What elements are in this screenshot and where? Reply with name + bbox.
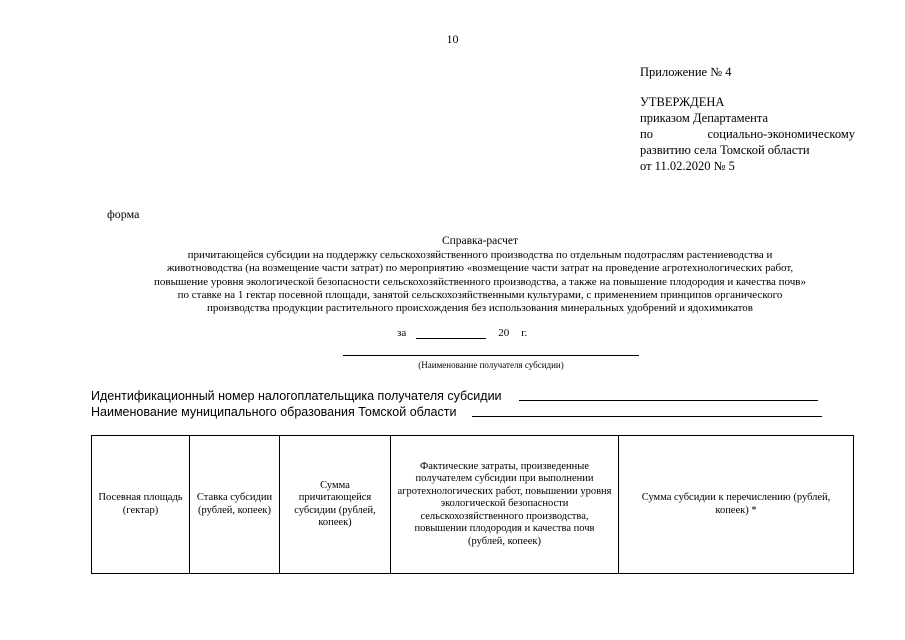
heading-line-2: животноводства (на возмещение части затрат) по мероприятию «возмещение части затрат на проведение агротехнологических работ, xyxy=(166,262,794,275)
page-number: 10 xyxy=(446,32,459,46)
approval-date: от 11.02.2020 № 5 xyxy=(640,159,735,173)
municipality-label: Наименование муниципального образования Томской области xyxy=(91,405,457,419)
period-year: 20 xyxy=(498,327,510,339)
col-header-actual-costs: Фактические затраты, произведенные получателем субсидии при выполнении агротехнологических работ, повышении уровня экологической безопасности сельскохозяйственного производства, повышении плодородия и качества почв (рублей, копеек) xyxy=(391,436,619,574)
col-header-rate: Ставка субсидии (рублей, копеек) xyxy=(190,436,280,574)
inn-field-line[interactable] xyxy=(519,399,818,401)
recipient-caption: (Наименование получателя субсидии) xyxy=(418,360,564,370)
col-header-transfer-sum: Сумма субсидии к перечислению (рублей, копеек) * xyxy=(619,436,854,574)
approval-line-2-part-b: социально-экономическому xyxy=(707,127,855,141)
heading-line-1: причитающейся субсидии на поддержку сельскохозяйственного производства по отдельным подотраслям растениеводства и xyxy=(187,249,773,262)
table-header-row xyxy=(92,436,854,574)
period-prefix: за xyxy=(397,327,407,339)
col-header-due-sum: Сумма причитающейся субсидии (рублей, копеек) xyxy=(280,436,391,574)
heading-line-4: по ставке на 1 гектар посевной площади, занятой сельскохозяйственными культурами, с применением принципов органического xyxy=(177,288,783,301)
municipality-field-line[interactable] xyxy=(472,415,822,417)
document-heading xyxy=(90,235,870,315)
col-header-area: Посевная площадь (гектар) xyxy=(92,436,190,574)
inn-label: Идентификационный номер налогоплательщика получателя субсидии xyxy=(91,389,502,403)
period-line xyxy=(397,327,527,339)
approval-line-2-part-a: по xyxy=(640,127,653,141)
period-blank xyxy=(416,328,486,339)
appendix-number: Приложение № 4 xyxy=(640,65,732,79)
document-title: Справка-расчет xyxy=(441,235,519,247)
approval-line-1: приказом Департамента xyxy=(640,111,768,125)
subsidy-table xyxy=(91,435,854,574)
form-label: форма xyxy=(107,207,140,221)
approval-line-3: развитию села Томской области xyxy=(640,143,810,157)
approved-stamp-text: УТВЕРЖДЕНА xyxy=(640,95,725,109)
period-suffix: г. xyxy=(521,327,528,339)
heading-line-5: производства продукции растительного происхождения без использования минеральных удобрений и ядохимикатов xyxy=(207,302,753,315)
approval-line-2 xyxy=(640,126,855,142)
approval-block xyxy=(640,64,855,174)
heading-line-3: повышение уровня экологической безопасности сельскохозяйственного производства, а также на повышение плодородия и качества почв» xyxy=(154,275,806,288)
recipient-name-line xyxy=(343,355,639,356)
